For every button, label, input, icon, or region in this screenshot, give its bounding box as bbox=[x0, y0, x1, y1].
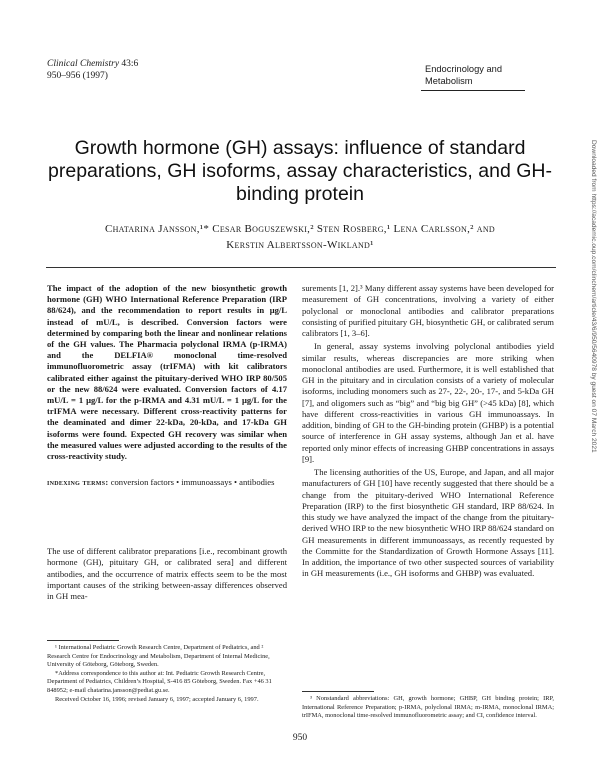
footnote-divider-left bbox=[47, 640, 119, 641]
paragraph: The licensing authorities of the US, Europe, and Japan, and all major manufacturers of GH [10] have recently suggested that there should be a change from the pituitary-derived WHO International Reference Preparation (IRP) to the first biosynthetic GH standard, IRP 88/624. In this study we have analyzed the impact of the change from the pituitary-derived WHO IRP to the new biosynthetic WHO IRP 88/624 standard on GH measurements in different immunoassays, as recently requested by the Committe for the Standardization of Growth Hormone Assays [11]. In addition, the importance of two other suspected sources of variability in GH measurements (i.e., GH isoforms and GHBP) was evaluated. bbox=[302, 467, 554, 579]
indexing-terms bbox=[47, 477, 287, 488]
authors-line-1: Chatarina Jansson,¹* Cesar Boguszewski,² Sten Rosberg,¹ Lena Carlsson,² and bbox=[104, 223, 496, 235]
right-column bbox=[302, 283, 554, 582]
footnote-abbreviations-text: ³ Nonstandard abbreviations: GH, growth hormone; GHBP, GH binding protein; IRP, International Reference Preparation; p-IRMA, polyclonal IRMA; m-IRMA, monoclonal IRMA; trIFMA, monoclonal time-resolved immunofluorometric assay; and CI, confidence interval. bbox=[302, 695, 554, 720]
footnote-divider-right bbox=[302, 691, 374, 692]
indexing-terms-label: indexing terms: bbox=[47, 477, 109, 487]
article-title: Growth hormone (GH) assays: influence of standard preparations, GH isoforms, assay characteristics, and GH-binding protein bbox=[48, 137, 552, 205]
indexing-terms-list: conversion factors • immunoassays • antibodies bbox=[110, 477, 275, 487]
journal-name: Clinical Chemistry bbox=[47, 59, 120, 69]
introduction-paragraph: The use of different calibrator preparations [i.e., recombinant growth hormone (GH), pituitary GH, or calibrated sera] and different antibodies, and the occurrence of matrix effects seem to be the most important causes of the striking between-assay differences observed in GH mea- bbox=[47, 546, 287, 602]
footnote-affiliations: ¹ International Pediatric Growth Research Centre, Department of Pediatrics, and ² Research Centre for Endocrinology and Metabolism, Department of Internal Medicine, University of Göteborg, Göteborg, Sweden. bbox=[47, 644, 270, 669]
abstract: The impact of the adoption of the new biosynthetic growth hormone (GH) WHO International Reference Preparation (IRP 88/624), and the recommendation to report results in μg/L instead of mU/L, is described. Conversion factors were determined by comparing both the linear and nonlinear relations of the GH values. The Pharmacia polyclonal IRMA (p-IRMA) and the DELFIA® monoclonal time-resolved immunofluorometric assay (trIFMA) with kit calibrators calibrated either against the pituitary-derived WHO IRP 80/505 or the new 88/624 were evaluated. Conversion factors of 4.17 mU/L = 1 μg/L for the p-IRMA and 4.31 mU/L = 1 μg/L for the trIFMA were necessary. Different cross-reactivity patterns for the deaminated and dimer 22-kDa, 20-kDa, and 17-kDa GH isoforms were found. Expected GH recovery was similar when the measured values were adjusted according to the results of the cross-reactivity study. bbox=[47, 283, 287, 462]
footnote-correspondence: *Address correspondence to this author at: Int. Pediatric Growth Research Centre, Department of Pediatrics, Children’s Hospital, S-416 85 Göteborg, Sweden. Fax +46 31 848952; e-mail chatarina.jansson@pediat.gu.se. bbox=[47, 669, 272, 694]
authors-line-2: Kerstin Albertsson-Wikland¹ bbox=[226, 239, 374, 251]
paragraph: surements [1, 2].³ Many different assay systems have been developed for measurement of GH concentrations, involving a variety of either polyclonal or monoclonal antibodies and calibrator preparations consisting of purified pituitary GH, biosynthetic GH, or calibrated serum calibrators [1, 3–6]. bbox=[302, 283, 554, 338]
header-divider bbox=[46, 267, 556, 268]
footnotes-left bbox=[47, 644, 287, 704]
footnote-dates: Received October 16, 1996; revised January 6, 1997; accepted January 6, 1997. bbox=[55, 695, 259, 703]
page-number: 950 bbox=[292, 733, 308, 743]
journal-citation bbox=[47, 58, 138, 82]
authors bbox=[40, 221, 560, 253]
pages-year: 950–956 (1997) bbox=[47, 71, 108, 81]
volume-issue: 43:6 bbox=[121, 59, 139, 69]
download-watermark[interactable]: Downloaded from https://academic.oup.com/clinchem/article/43/6/950/5640978 by guest on 07 March 2021 bbox=[590, 140, 597, 453]
paragraph: In general, assay systems involving polyclonal antibodies yield similar results, whereas discrepancies are more striking when monoclonal antibodies are used. Furthermore, it is well established that GH in the pituitary and in circulation consists of a variety of molecular isoforms, including monomers such as 27-, 22-, 20-, 17-, and 5-kDa GH [7], and oligomers such as “big” and “big big GH” (>45 kDa) [8], which have different cross-reactivities in various GH immunoassays. In addition, binding of GH to the GH-binding protein (GHBP) is a potential source of interference in GH assay systems, although Jan et al. have reported only minor effects of increasing GHBP concentrations in assays [9]. bbox=[302, 341, 554, 464]
footnote-abbreviations bbox=[302, 695, 554, 721]
section-label: Endocrinology and Metabolism bbox=[421, 60, 525, 91]
